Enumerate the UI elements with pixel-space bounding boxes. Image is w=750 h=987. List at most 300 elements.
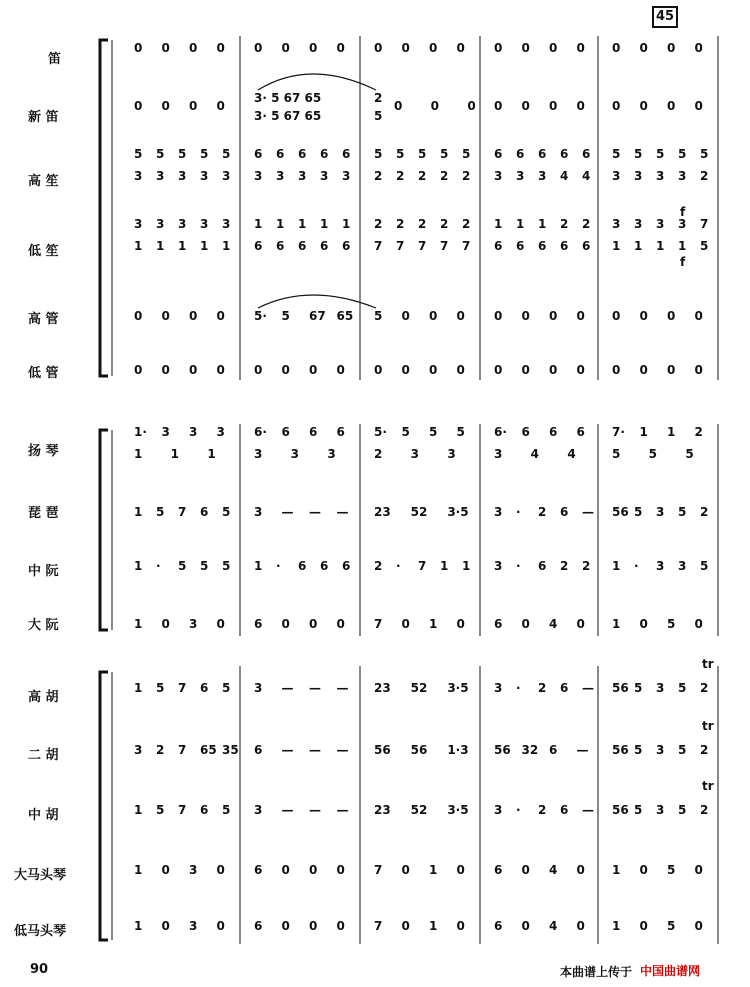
note-token: 1 (612, 919, 621, 933)
note-token: 0 (189, 363, 198, 377)
note-token: 0 (494, 309, 503, 323)
note-token: 1 (254, 559, 263, 573)
note-token: 0 (161, 41, 170, 55)
note-token: 3 (656, 217, 665, 231)
note-token: 0 (216, 309, 225, 323)
note-token: 7 (440, 239, 449, 253)
note-token: 5 (200, 147, 209, 161)
rehearsal-mark: 45 (652, 6, 678, 28)
note-token: 0 (281, 41, 290, 55)
note-token: 5 (648, 447, 658, 461)
instrument-label: 大 阮 (28, 618, 59, 633)
note-token: 0 (161, 309, 170, 323)
note-token: 5 (200, 559, 209, 573)
note-token: 2 (560, 217, 569, 231)
note-token: 5 (634, 147, 643, 161)
note-token: 3 (656, 803, 665, 817)
trill-mark: tr (702, 719, 714, 733)
note-token: 3 (290, 447, 300, 461)
note-token: 7 (374, 919, 383, 933)
note-token: 3· 5 67 65 (254, 91, 322, 105)
wind-bracket (100, 40, 112, 376)
note-token: 6 (276, 239, 285, 253)
note-token: 6 (298, 239, 307, 253)
note-token: 0 (576, 919, 585, 933)
note-token: 5 (156, 147, 165, 161)
note-token: 5 (418, 147, 427, 161)
note-token: — (582, 681, 594, 695)
note-token: 2 (440, 217, 449, 231)
note-token: 0 (336, 41, 345, 55)
note-token: 3 (678, 169, 687, 183)
note-token: 3 (254, 169, 263, 183)
note-token: 6 (342, 239, 351, 253)
note-token: 3 (678, 559, 687, 573)
note-token: 1 (612, 559, 621, 573)
note-token: 6 (538, 147, 547, 161)
note-token: 1·3 (447, 743, 469, 757)
note-token: 0 (336, 863, 345, 877)
note-token: 4 (549, 863, 558, 877)
note-token: 2 (700, 169, 709, 183)
note-token: 5 (222, 505, 231, 519)
footer-text: 本曲谱上传于 (560, 965, 633, 979)
note-token: 5 (440, 147, 449, 161)
note-token: 7 (178, 743, 187, 757)
note-token: 3 (494, 169, 503, 183)
note-token: 5 (178, 147, 187, 161)
note-token: 0 (161, 617, 170, 631)
note-token: 5 (612, 147, 621, 161)
note-token: · (156, 559, 161, 573)
note-token: 6 (200, 803, 209, 817)
note-token: · (516, 505, 521, 519)
note-token: 1 (538, 217, 547, 231)
note-token: 1 (342, 217, 351, 231)
note-token: 0 (521, 363, 530, 377)
instrument-label: 低 管 (28, 366, 59, 381)
bowed-bracket (100, 672, 112, 940)
note-token: 56 (612, 743, 629, 757)
note-token: 0 (639, 919, 648, 933)
note-token: 0 (309, 363, 318, 377)
note-token: 3 (447, 447, 456, 461)
note-token: 5 (222, 559, 231, 573)
note-token: 2 (700, 505, 709, 519)
note-token: 1 (612, 617, 621, 631)
note-token: 6 (549, 425, 558, 439)
note-token: 0 (374, 363, 383, 377)
note-token: 0 (576, 41, 585, 55)
note-token: 2 (440, 169, 449, 183)
note-token: 3 (634, 169, 643, 183)
note-token: 0 (612, 309, 621, 323)
note-token: 3·5 (447, 803, 469, 817)
note-token: — (309, 681, 321, 695)
note-token: 0 (401, 919, 410, 933)
note-token: 5 (612, 447, 621, 461)
note-token: 0 (549, 41, 558, 55)
note-token: 5 (634, 743, 643, 757)
note-token: 7 (374, 863, 383, 877)
note-token: — (336, 803, 349, 817)
note-token: 5 (678, 147, 687, 161)
note-token: 0 (336, 363, 345, 377)
note-token: · (516, 803, 521, 817)
note-token: 5· (374, 425, 387, 439)
note-token: 6 (254, 863, 263, 877)
note-token: 3 (494, 505, 503, 519)
note-token: 0 (639, 363, 648, 377)
note-token: 0 (134, 99, 143, 113)
note-token: 0 (639, 863, 648, 877)
note-token: 35 (222, 743, 239, 757)
note-token: 6 (342, 147, 351, 161)
note-token: 3 (656, 505, 665, 519)
note-token: 1 (178, 239, 187, 253)
note-token: 3 (276, 169, 285, 183)
note-token: 1 (134, 239, 143, 253)
note-token: 1 (134, 559, 143, 573)
note-token: 1 (134, 617, 143, 631)
note-token: 1 (678, 239, 687, 253)
note-token: 6 (560, 505, 569, 519)
note-token: 7· (612, 425, 625, 439)
note-token: 4 (549, 919, 558, 933)
note-token: 0 (134, 41, 143, 55)
note-token: 5 (156, 505, 165, 519)
note-token: 0 (494, 99, 503, 113)
note-token: 4 (530, 447, 540, 461)
note-token: 0 (281, 919, 290, 933)
note-token: 6 (494, 239, 503, 253)
note-token: 3 (656, 681, 665, 695)
instrument-label: 大马头琴 (14, 868, 67, 883)
note-token: 1 (134, 803, 143, 817)
note-token: 0 (429, 363, 438, 377)
note-token: · (516, 681, 521, 695)
note-token: 3 (254, 447, 263, 461)
note-token: 0 (667, 309, 676, 323)
note-token: 5 (700, 239, 709, 253)
note-token: 1 (516, 217, 525, 231)
note-token: 3 (216, 425, 225, 439)
note-token: 0 (576, 863, 585, 877)
note-token: — (281, 743, 294, 757)
note-token: 3·5 (447, 681, 469, 695)
note-token: 0 (521, 863, 530, 877)
note-token: 0 (521, 309, 530, 323)
note-token: 0 (309, 617, 318, 631)
note-token: 0 (694, 41, 703, 55)
note-token: 32 (521, 743, 539, 757)
note-token: 3 (494, 447, 503, 461)
trill-mark: tr (702, 657, 714, 671)
note-token: 1 (429, 863, 438, 877)
note-token: 2 (560, 559, 569, 573)
instrument-label: 低马头琴 (14, 924, 67, 939)
note-token: 3 (189, 919, 198, 933)
note-token: 3· 5 67 65 (254, 109, 322, 123)
note-token: 6 (516, 239, 525, 253)
note-token: 6 (560, 147, 569, 161)
note-token: — (336, 743, 349, 757)
note-token: 52 (410, 803, 428, 817)
note-token: 65 (336, 309, 354, 323)
note-token: 2 (538, 803, 547, 817)
note-token: 0 (161, 863, 170, 877)
note-token: 7 (374, 239, 383, 253)
note-token: 3 (254, 803, 263, 817)
note-token: 6 (582, 239, 591, 253)
note-token: 1 (134, 505, 143, 519)
note-token: 6 (576, 425, 585, 439)
note-token: 6 (320, 559, 329, 573)
instrument-label: 高 笙 (28, 174, 59, 189)
note-token: 6 (200, 505, 209, 519)
note-token: 0 (639, 309, 648, 323)
note-token: · (634, 559, 639, 573)
note-token: 0 (694, 863, 703, 877)
note-token: 3 (161, 425, 170, 439)
note-token: 0 (456, 617, 465, 631)
trill-mark: tr (702, 779, 714, 793)
note-token: 5 (396, 147, 405, 161)
note-token: 2 (418, 217, 427, 231)
note-token: 0 (694, 617, 703, 631)
note-token: 2 (462, 217, 471, 231)
note-token: 0 (694, 363, 703, 377)
note-token: 23 (374, 681, 391, 695)
note-token: 3 (516, 169, 525, 183)
note-token: 0 (216, 99, 225, 113)
note-token: 3·5 (447, 505, 469, 519)
note-token: 0 (309, 863, 318, 877)
note-token: — (582, 505, 594, 519)
note-token: 0 (521, 919, 530, 933)
note-token: 3 (134, 743, 143, 757)
note-token: 1 (429, 919, 438, 933)
note-token: 0 (549, 309, 558, 323)
note-token: 0 (216, 919, 225, 933)
note-token: 5 (667, 617, 676, 631)
note-token: 1 (170, 447, 180, 461)
note-token: 6 (494, 147, 503, 161)
dynamic-mark: f (680, 205, 686, 219)
note-token: 1· (134, 425, 147, 439)
note-token: 3 (494, 559, 503, 573)
note-token: 0 (429, 309, 438, 323)
note-token: 5 (667, 863, 676, 877)
note-token: 0 (639, 99, 648, 113)
note-token: — (281, 505, 294, 519)
note-token: 1 (440, 559, 449, 573)
note-token: 0 (456, 41, 465, 55)
note-token: 0 (667, 41, 676, 55)
note-token: 5 (374, 109, 383, 123)
note-token: 3 (678, 217, 687, 231)
note-token: 6· (254, 425, 267, 439)
note-token: 0 (576, 99, 585, 113)
note-token: 0 (161, 363, 170, 377)
note-token: — (281, 803, 294, 817)
note-token: — (309, 505, 321, 519)
note-token: 6 (538, 559, 547, 573)
note-token: 3 (342, 169, 351, 183)
note-token: 2 (156, 743, 165, 757)
note-token: 2 (582, 217, 591, 231)
note-token: 7 (178, 803, 187, 817)
note-token: 1 (298, 217, 307, 231)
note-token: 3 (178, 169, 187, 183)
note-token: 5 (222, 681, 231, 695)
note-token: 1 (134, 681, 143, 695)
note-token: 23 (374, 803, 391, 817)
note-token: 1 (462, 559, 471, 573)
note-token: 0 (254, 363, 263, 377)
note-token: — (309, 743, 321, 757)
note-token: 3 (656, 559, 665, 573)
note-token: 3 (222, 217, 231, 231)
note-token: 2 (694, 425, 703, 439)
note-token: 5 (678, 743, 687, 757)
note-token: 0 (456, 309, 465, 323)
note-token: 0 (394, 99, 403, 113)
note-token: 0 (612, 363, 621, 377)
note-token: 7 (374, 617, 383, 631)
note-token: 3 (538, 169, 547, 183)
note-token: 0 (189, 309, 198, 323)
note-token: 5 (401, 425, 410, 439)
note-token: 5 (374, 309, 383, 323)
note-token: 0 (429, 41, 438, 55)
note-token: 6 (298, 147, 307, 161)
note-token: 5 (281, 309, 290, 323)
note-token: 7 (462, 239, 471, 253)
note-token: 1 (494, 217, 503, 231)
note-token: 1 (612, 239, 621, 253)
note-token: 6 (309, 425, 318, 439)
note-token: 3 (222, 169, 231, 183)
note-token: 0 (576, 617, 585, 631)
note-token: 5 (456, 425, 465, 439)
note-token: 5 (374, 147, 383, 161)
note-token: 5 (678, 681, 687, 695)
dynamic-mark: f (680, 255, 686, 269)
note-token: 1 (667, 425, 676, 439)
note-token: 5 (462, 147, 471, 161)
note-token: 0 (281, 363, 290, 377)
note-token: 6 (342, 559, 351, 573)
note-token: 5 (685, 447, 694, 461)
note-token: 0 (189, 41, 198, 55)
notation-layer (134, 41, 714, 933)
note-token: 3 (200, 169, 209, 183)
instrument-label: 中 阮 (28, 564, 59, 579)
note-token: 65 (200, 743, 217, 757)
note-token: 4 (549, 617, 558, 631)
note-token: 3 (320, 169, 329, 183)
note-token: 3 (189, 425, 198, 439)
note-token: 3 (327, 447, 336, 461)
note-token: 6 (560, 803, 569, 817)
note-token: 6 (276, 147, 285, 161)
note-token: 0 (189, 99, 198, 113)
note-token: 7 (396, 239, 405, 253)
note-token: 3 (178, 217, 187, 231)
note-token: 56 (374, 743, 391, 757)
note-token: 3 (410, 447, 420, 461)
note-token: 3 (656, 169, 665, 183)
site-logo: 中国曲谱网 (640, 964, 701, 978)
instrument-label: 高 胡 (28, 690, 59, 705)
note-token: 4 (560, 169, 569, 183)
note-token: 7 (178, 505, 187, 519)
note-token: 0 (216, 41, 225, 55)
note-token: 3 (612, 169, 621, 183)
note-token: 0 (667, 363, 676, 377)
note-token: 6 (254, 147, 263, 161)
instrument-label: 扬 琴 (28, 444, 59, 459)
note-token: 0 (374, 41, 383, 55)
note-token: 6 (320, 147, 329, 161)
note-token: 6 (254, 743, 263, 757)
note-token: 0 (336, 919, 345, 933)
note-token: 7 (418, 239, 427, 253)
note-token: 0 (161, 99, 170, 113)
note-token: 0 (456, 919, 465, 933)
note-token: 6 (254, 919, 263, 933)
note-token: 56 (612, 803, 629, 817)
note-token: 5 (429, 425, 438, 439)
instrument-label: 低 笙 (28, 244, 59, 259)
note-token: 3 (634, 217, 643, 231)
note-token: 0 (576, 363, 585, 377)
note-token: 0 (612, 99, 621, 113)
note-token: 5 (134, 147, 143, 161)
note-token: 6 (538, 239, 547, 253)
note-token: 6 (254, 239, 263, 253)
note-token: 5· (254, 309, 267, 323)
note-token: 6· (494, 425, 507, 439)
note-token: 5 (700, 147, 709, 161)
note-token: 0 (521, 99, 530, 113)
note-token: 0 (216, 863, 225, 877)
note-token: 1 (156, 239, 165, 253)
note-token: 52 (410, 505, 428, 519)
note-token: 5 (222, 147, 231, 161)
note-token: 0 (549, 99, 558, 113)
note-token: 0 (254, 41, 263, 55)
note-token: 3 (134, 169, 143, 183)
note-token: 2 (374, 169, 383, 183)
note-token: · (396, 559, 401, 573)
note-token: 1 (222, 239, 231, 253)
note-token: 0 (401, 617, 410, 631)
note-token: 0 (467, 99, 476, 113)
note-token: 3 (200, 217, 209, 231)
note-token: · (516, 559, 521, 573)
note-token: 6 (200, 681, 209, 695)
instrument-label: 琵 琶 (28, 506, 59, 521)
instrument-label: 高 管 (28, 312, 59, 327)
note-token: 3 (156, 217, 165, 231)
note-token: 6 (494, 617, 503, 631)
note-token: — (582, 803, 594, 817)
note-token: 0 (134, 363, 143, 377)
note-token: 2 (374, 559, 383, 573)
note-token: 5 (156, 803, 165, 817)
